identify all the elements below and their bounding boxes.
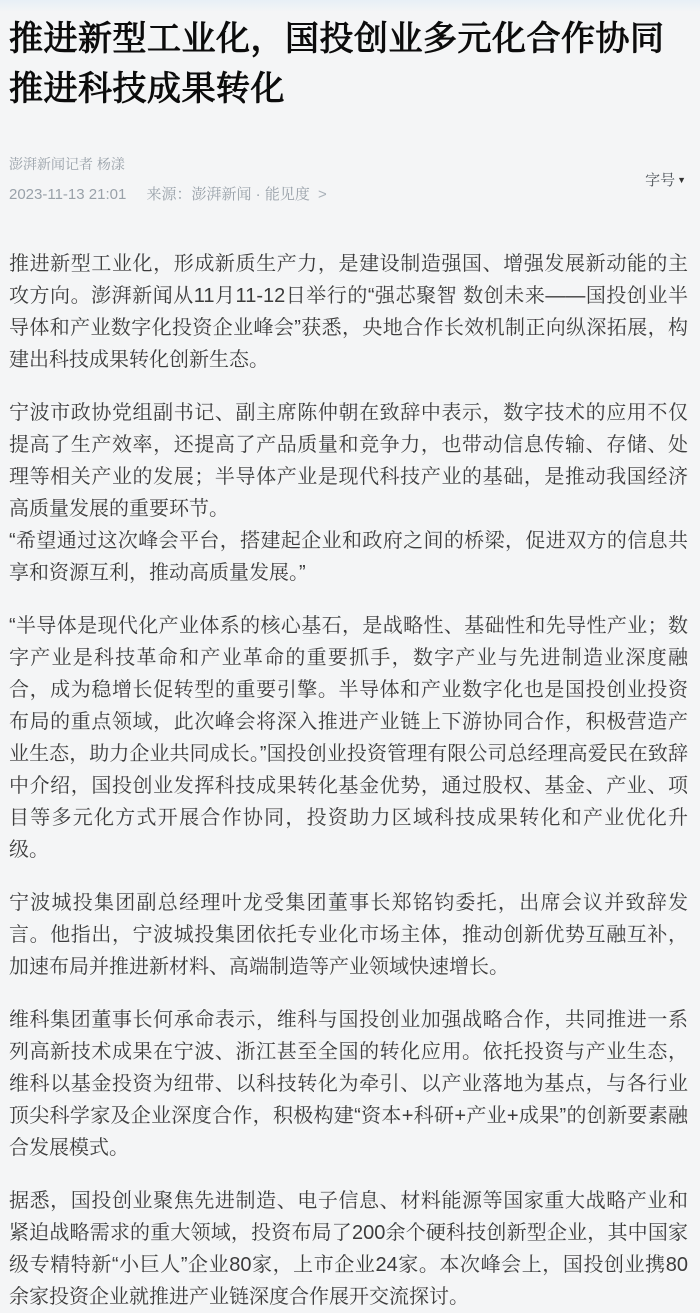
paragraph: 宁波城投集团副总经理叶龙受集团董事长郑铭钧委托，出席会议并致辞发言。他指出，宁波城投集团依托专业化市场主体，推动创新优势互融互补，加速布局并推进新材料、高端制造等产业领域快速增长。 — [9, 892, 688, 978]
caret-down-icon: ▼ — [677, 174, 686, 185]
article-body — [9, 248, 688, 1313]
publish-time: 2023-11-13 21:01 — [9, 186, 127, 203]
paragraph: 维科集团董事长何承命表示，维科与国投创业加强战略合作，共同推进一系列高新技术成果在宁波、浙江甚至全国的转化应用。依托投资与产业生态，维科以基金投资为纽带、以科技转化为牵引、以产业落地为基点，与各行业顶尖科学家及企业深度合作，积极构建“资本+科研+产业+成果”的创新要素融合发展模式。 — [9, 1009, 688, 1159]
chevron-right-icon[interactable]: > — [318, 186, 327, 203]
paragraph: 推进新型工业化，形成新质生产力，是建设制造强国、增强发展新动能的主攻方向。澎湃新闻从11月11-12日举行的“强芯聚智 数创未来——国投创业半导体和产业数字化投资企业峰会”获悉，央地合作长效机制正向纵深拓展，构建出科技成果转化创新生态。 — [9, 253, 688, 371]
top-band — [0, 0, 700, 12]
paragraph: “半导体是现代化产业体系的核心基石，是战略性、基础性和先导性产业；数字产业是科技革命和产业革命的重要抓手，数字产业与先进制造业深度融合，成为稳增长促转型的重要引擎。半导体和产业数字化也是国投创业投资布局的重点领域，此次峰会将深入推进产业链上下游协同合作，积极营造产业生态，助力企业共同成长。”国投创业投资管理有限公司总经理高爱民在致辞中介绍，国投创业发挥科技成果转化基金优势，通过股权、基金、产业、项目等多元化方式开展合作协同，投资助力区域科技成果转化和产业优化升级。 — [9, 615, 688, 861]
byline: 澎湃新闻记者 杨漾 — [9, 156, 125, 172]
paragraph: 据悉，国投创业聚焦先进制造、电子信息、材料能源等国家重大战略产业和紧迫战略需求的重大领域，投资布局了200余个硬科技创新型企业，其中国家级专精特新“小巨人”企业80家，上市企业24家。本次峰会上，国投创业携80余家投资企业就推进产业链深度合作展开交流探讨。 — [9, 1190, 688, 1308]
dateline — [9, 183, 327, 204]
article-meta — [9, 154, 688, 204]
meta-left — [9, 154, 327, 204]
source-link[interactable]: 来源：澎湃新闻 · 能见度 — [146, 186, 310, 203]
article-title: 推进新型工业化，国投创业多元化合作协同推进科技成果转化 — [9, 20, 665, 108]
paragraph-quote: “希望通过这次峰会平台，搭建起企业和政府之间的桥梁，促进双方的信息共享和资源互利，推动高质量发展。” — [9, 530, 688, 584]
article-content — [0, 12, 700, 1313]
font-size-label: 字号 — [645, 171, 676, 189]
font-size-control[interactable] — [645, 169, 688, 190]
paragraph: 宁波市政协党组副书记、副主席陈仲朝在致辞中表示，数字技术的应用不仅提高了生产效率，还提高了产品质量和竞争力，也带动信息传输、存储、处理等相关产业的发展；半导体产业是现代科技产业的基础，是推动我国经济高质量发展的重要环节。 — [9, 402, 688, 520]
